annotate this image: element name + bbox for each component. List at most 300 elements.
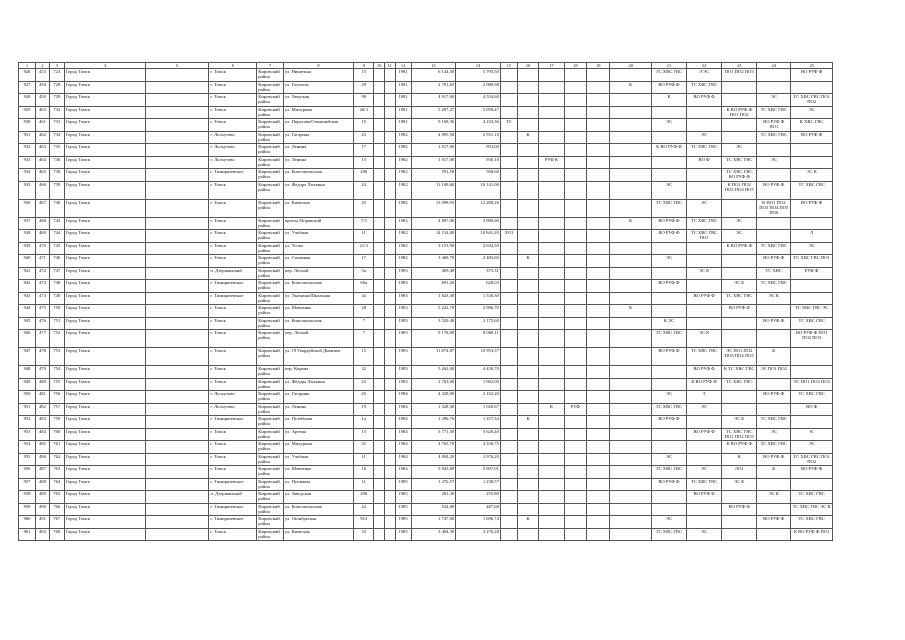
table-cell: ул. Тверская [283, 94, 353, 107]
table-cell: 753 [49, 348, 64, 366]
table-cell [539, 378, 565, 391]
table-cell [610, 267, 651, 280]
table-cell: 14 154,80 [411, 230, 456, 243]
table-cell [722, 119, 757, 132]
table-cell [145, 119, 209, 132]
table-cell: 32 [354, 366, 374, 379]
table-cell: ВО РУФ Ф [757, 453, 791, 466]
table-cell: ул. Шевченко [283, 305, 353, 318]
table-cell: 1982 [395, 255, 411, 268]
table-cell: 2 763,00 [411, 378, 456, 391]
table-cell: Кировский район [257, 230, 284, 243]
table-cell: Город Томск [64, 330, 145, 348]
table-cell: ЭС К [687, 267, 722, 280]
table-cell [384, 366, 395, 379]
table-cell [564, 94, 586, 107]
table-cell [517, 292, 538, 305]
table-cell [384, 242, 395, 255]
table-cell: 4 917,60 [411, 94, 456, 107]
table-cell: 745 [49, 242, 64, 255]
table-cell [500, 199, 517, 217]
table-cell: 768 [49, 528, 64, 541]
table-cell: ВО РУФ Ф [757, 255, 791, 268]
table-cell [145, 199, 209, 217]
table-cell [587, 292, 610, 305]
table-cell [500, 453, 517, 466]
table-cell [610, 478, 651, 491]
table-cell: 1 276,57 [411, 478, 456, 491]
register-sheet [18, 62, 833, 541]
table-cell: Кировский район [257, 453, 284, 466]
table-cell [145, 267, 209, 280]
table-cell [587, 491, 610, 504]
table-cell: 752 [49, 330, 64, 348]
table-cell: г. Лоскутово [209, 391, 257, 404]
table-cell: 735 [49, 144, 64, 157]
table-cell [687, 317, 722, 330]
table-cell: 464 [36, 156, 50, 169]
table-cell: ТС ХВС ГВС [791, 317, 833, 330]
table-row [19, 403, 833, 416]
table-cell [539, 491, 565, 504]
table-cell [384, 156, 395, 169]
table-cell: 931 [19, 131, 36, 144]
table-cell [500, 81, 517, 94]
table-cell: ЭС [687, 466, 722, 479]
table-cell: 943 [19, 292, 36, 305]
table-cell: г. Тимирязевское [209, 516, 257, 529]
table-cell: ЭС К [687, 330, 722, 348]
table-cell [564, 478, 586, 491]
table-cell: Город Томск [64, 416, 145, 429]
table-cell: 1981 [395, 69, 411, 82]
table-cell: 29 [354, 81, 374, 94]
column-number: 6 [209, 63, 257, 69]
table-cell: 2 080,98 [456, 81, 501, 94]
table-cell: 747 [49, 267, 64, 280]
column-number: 2 [36, 63, 50, 69]
table-cell: ул. Киевская [283, 528, 353, 541]
table-cell: К ТС ХВС ГВС [722, 366, 757, 379]
table-cell [539, 230, 565, 243]
table-cell: г. Томск [209, 217, 257, 230]
column-number: 11 [384, 63, 395, 69]
table-cell [587, 131, 610, 144]
table-cell [517, 267, 538, 280]
table-cell [384, 348, 395, 366]
table-cell: 568,60 [456, 169, 501, 182]
table-cell [587, 255, 610, 268]
table-cell: 11 [354, 478, 374, 491]
table-cell: ВО РУФ Ф [651, 217, 686, 230]
table-cell: 1985 [395, 478, 411, 491]
table-cell [374, 181, 385, 199]
table-cell: ул. Лыткина/Школьная [283, 292, 353, 305]
table-cell [587, 403, 610, 416]
table-cell [757, 330, 791, 348]
table-cell: г. Томск [209, 348, 257, 366]
table-cell: пер. Лесной [283, 330, 353, 348]
table-cell [500, 169, 517, 182]
table-cell: г. Томск [209, 81, 257, 94]
table-cell [539, 528, 565, 541]
table-cell [610, 230, 651, 243]
table-cell [587, 94, 610, 107]
table-cell [374, 280, 385, 293]
table-cell: 957 [19, 478, 36, 491]
table-cell: Кировский район [257, 330, 284, 348]
table-cell [610, 69, 651, 82]
table-cell [610, 131, 651, 144]
table-cell [757, 230, 791, 243]
table-cell: ул. 19 Гвардейской Дивизии [283, 348, 353, 366]
table-cell [651, 491, 686, 504]
table-cell: 3 276,28 [456, 528, 501, 541]
table-cell: 1982 [395, 181, 411, 199]
table-cell: РУФ Ф [791, 267, 833, 280]
table-cell: Город Томск [64, 466, 145, 479]
table-cell [587, 81, 610, 94]
table-cell: РУФ [564, 403, 586, 416]
table-cell: 485 [36, 441, 50, 454]
table-cell [517, 441, 538, 454]
table-cell: 17 [354, 144, 374, 157]
table-cell [500, 503, 517, 516]
table-cell: ВО РУФ Ф [791, 131, 833, 144]
table-cell: г. Томск [209, 378, 257, 391]
table-row [19, 516, 833, 529]
table-cell: 1982 [395, 131, 411, 144]
table-cell: 3 494,30 [411, 528, 456, 541]
table-cell: Кировский район [257, 181, 284, 199]
table-cell: 1 238,57 [456, 478, 501, 491]
table-cell: Кировский район [257, 516, 284, 529]
table-cell: 750 [49, 305, 64, 318]
table-cell: 1983 [395, 348, 411, 366]
table-cell [564, 199, 586, 217]
table-cell: ул. Шевченко [283, 466, 353, 479]
table-cell: ЭС К [757, 491, 791, 504]
table-cell: К ВО РУФ Ф [722, 242, 757, 255]
table-cell [564, 169, 586, 182]
table-cell: 483 [36, 416, 50, 429]
table-cell: ВО РУФ Ф [651, 230, 686, 243]
table-cell: 11 [354, 230, 374, 243]
table-cell [687, 416, 722, 429]
table-cell [384, 131, 395, 144]
table-cell [539, 181, 565, 199]
table-cell [687, 280, 722, 293]
table-cell: Город Томск [64, 280, 145, 293]
table-cell: ТС ХВС ГВС ПО1 ПО2 [791, 94, 833, 107]
table-cell [500, 416, 517, 429]
table-cell [587, 330, 610, 348]
table-cell: Кировский район [257, 528, 284, 541]
table-cell: 763 [49, 466, 64, 479]
table-cell [539, 478, 565, 491]
table-cell: 463 [36, 144, 50, 157]
table-cell: 461 [36, 119, 50, 132]
table-cell: пер. Кирова [283, 366, 353, 379]
table-cell: 1984 [395, 441, 411, 454]
table-cell [539, 292, 565, 305]
table-cell: пер. Лесной [283, 267, 353, 280]
table-cell [145, 292, 209, 305]
table-cell: ЭС [757, 156, 791, 169]
table-cell [517, 317, 538, 330]
table-cell: Город Томск [64, 317, 145, 330]
table-row [19, 378, 833, 391]
table-cell: ул. Гоголева [283, 81, 353, 94]
table-cell [145, 217, 209, 230]
table-cell [374, 106, 385, 119]
column-number: 7 [257, 63, 284, 69]
table-cell [651, 305, 686, 318]
table-cell: 1983 [395, 330, 411, 348]
table-cell: Город Томск [64, 267, 145, 280]
table-cell: Кировский район [257, 69, 284, 82]
table-cell: 1984 [395, 453, 411, 466]
table-cell [687, 242, 722, 255]
column-number: 5 [145, 63, 209, 69]
table-cell: 949 [19, 378, 36, 391]
table-cell: ТС ХВС ГВС [757, 441, 791, 454]
table-cell: ЭС К [722, 416, 757, 429]
table-cell [610, 378, 651, 391]
table-cell: 756 [49, 391, 64, 404]
table-cell: Город Томск [64, 81, 145, 94]
table-cell: п. Дзержинский [209, 267, 257, 280]
table-row [19, 330, 833, 348]
table-row [19, 267, 833, 280]
table-cell [145, 403, 209, 416]
table-cell: 7/3 [354, 217, 374, 230]
table-cell [145, 330, 209, 348]
table-cell [722, 255, 757, 268]
table-cell: ВО РУФ Ф [687, 366, 722, 379]
table-cell: 1983 [395, 378, 411, 391]
table-cell: ТС ХВС ГВС [757, 131, 791, 144]
table-cell: г. Томск [209, 230, 257, 243]
table-cell: 11 874,87 [411, 348, 456, 366]
table-cell: 3 529,40 [411, 317, 456, 330]
table-cell [384, 516, 395, 529]
table-cell [587, 181, 610, 199]
table-cell [539, 348, 565, 366]
table-cell: 5 793,50 [456, 69, 501, 82]
table-cell: 21/3 [354, 242, 374, 255]
table-cell: ВО РУФ Ф [687, 94, 722, 107]
table-cell: 524,80 [411, 503, 456, 516]
table-cell: 5 262,00 [411, 366, 456, 379]
table-cell: г. Лоскутово [209, 403, 257, 416]
table-cell [610, 516, 651, 529]
table-cell: ВО Ф [687, 156, 722, 169]
table-cell [145, 144, 209, 157]
table-cell: Кировский район [257, 81, 284, 94]
table-cell: Город Томск [64, 131, 145, 144]
table-cell: 939 [19, 242, 36, 255]
table-cell: 450 [36, 94, 50, 107]
table-cell [587, 199, 610, 217]
table-cell [791, 81, 833, 94]
table-cell: Кировский район [257, 267, 284, 280]
table-row [19, 169, 833, 182]
table-cell: ВО РУФ Ф [687, 491, 722, 504]
table-cell [757, 528, 791, 541]
table-cell [564, 391, 586, 404]
table-cell [374, 131, 385, 144]
table-cell [722, 94, 757, 107]
table-cell: Кировский район [257, 156, 284, 169]
table-cell: 936 [19, 199, 36, 217]
table-cell: 8 068,11 [456, 330, 501, 348]
table-cell: 956 [19, 466, 36, 479]
table-cell: 4 328,00 [411, 391, 456, 404]
table-cell: 491 [36, 516, 50, 529]
table-cell [374, 144, 385, 157]
table-row [19, 391, 833, 404]
table-cell [145, 94, 209, 107]
table-cell: ТС ХВС ГВС [757, 106, 791, 119]
table-cell [722, 528, 757, 541]
table-cell: 296 [354, 169, 374, 182]
table-cell [587, 441, 610, 454]
table-cell [500, 441, 517, 454]
table-cell: ЭС [651, 453, 686, 466]
table-cell [384, 503, 395, 516]
table-cell: г. Томск [209, 181, 257, 199]
table-cell [374, 503, 385, 516]
table-cell: ул. Мичурина [283, 441, 353, 454]
table-cell: Кировский район [257, 292, 284, 305]
table-cell: ул. Гагарина [283, 391, 353, 404]
table-cell: Город Томск [64, 428, 145, 441]
table-cell [757, 478, 791, 491]
table-cell: 1984 [395, 466, 411, 479]
table-cell: ТС ХВС ГВС ПО1 ПО2 ПО3 [722, 428, 757, 441]
table-cell [374, 292, 385, 305]
table-cell [651, 366, 686, 379]
table-cell [374, 199, 385, 217]
table-cell: К [757, 466, 791, 479]
table-cell: 469 [36, 230, 50, 243]
column-number: 14 [456, 63, 501, 69]
table-cell [500, 217, 517, 230]
table-cell: 472 [36, 267, 50, 280]
table-cell: 591,50 [411, 169, 456, 182]
table-cell: 950 [19, 391, 36, 404]
table-cell: ЭС К [722, 280, 757, 293]
table-cell [564, 144, 586, 157]
table-cell [564, 106, 586, 119]
column-number: 22 [687, 63, 722, 69]
table-cell: Кировский район [257, 255, 284, 268]
table-cell [500, 428, 517, 441]
table-cell [722, 317, 757, 330]
table-row [19, 156, 833, 169]
table-row [19, 255, 833, 268]
table-cell: 375,31 [456, 267, 501, 280]
table-cell: ТС ХВС ГВС ЭС [791, 305, 833, 318]
table-cell [539, 106, 565, 119]
table-cell: 2 483,60 [456, 255, 501, 268]
table-cell [500, 156, 517, 169]
table-cell: 1981 [395, 119, 411, 132]
column-number: 9 [354, 63, 374, 69]
table-cell: 733 [49, 119, 64, 132]
register-table [18, 62, 833, 541]
table-cell [374, 255, 385, 268]
table-cell [384, 416, 395, 429]
table-cell: ТС ХВС ГВС ВО РУФ Ф [722, 169, 757, 182]
table-cell: 732 [49, 106, 64, 119]
table-cell [517, 478, 538, 491]
table-cell: К [757, 348, 791, 366]
table-cell: Кировский район [257, 348, 284, 366]
table-cell: Город Томск [64, 391, 145, 404]
table-cell [517, 230, 538, 243]
table-cell: 930,10 [456, 156, 501, 169]
table-row [19, 106, 833, 119]
table-cell: 1 747,00 [411, 516, 456, 529]
table-cell: ул. Комсомольская [283, 503, 353, 516]
table-cell: Город Томск [64, 305, 145, 318]
table-cell: 2 986,70 [456, 305, 501, 318]
table-cell [500, 242, 517, 255]
table-cell: К [517, 255, 538, 268]
column-number: 25 [791, 63, 833, 69]
table-cell: ЛО1 [500, 230, 517, 243]
table-cell: ТС ХВС ГВС [722, 292, 757, 305]
table-cell [384, 491, 395, 504]
table-cell [610, 169, 651, 182]
table-cell [517, 428, 538, 441]
table-cell [564, 416, 586, 429]
table-cell [374, 466, 385, 479]
table-cell [722, 491, 757, 504]
table-cell: 767 [49, 516, 64, 529]
column-number: 20 [610, 63, 651, 69]
table-cell [587, 378, 610, 391]
table-cell [651, 106, 686, 119]
table-cell: г. Тимирязевское [209, 503, 257, 516]
table-cell [722, 516, 757, 529]
table-cell: 1 257,34 [456, 416, 501, 429]
table-cell [374, 305, 385, 318]
table-cell: ЭС [651, 516, 686, 529]
table-cell: 926 [19, 69, 36, 82]
table-cell: г. Томск [209, 366, 257, 379]
table-cell: ЭС [791, 106, 833, 119]
table-cell: ВО РУФ Ф [651, 416, 686, 429]
table-row [19, 478, 833, 491]
table-cell: 1981 [395, 94, 411, 107]
table-cell: Кировский район [257, 106, 284, 119]
table-cell: 2 162,20 [456, 391, 501, 404]
table-cell [145, 255, 209, 268]
table-cell [384, 267, 395, 280]
table-cell: 1982 [395, 144, 411, 157]
table-cell [517, 169, 538, 182]
table-cell [587, 242, 610, 255]
table-cell [145, 106, 209, 119]
table-cell: Город Томск [64, 217, 145, 230]
table-cell [651, 292, 686, 305]
table-cell [500, 391, 517, 404]
table-cell: Э ЭС [687, 69, 722, 82]
table-cell: ВО РУФ Ф ПО1 [757, 119, 791, 132]
